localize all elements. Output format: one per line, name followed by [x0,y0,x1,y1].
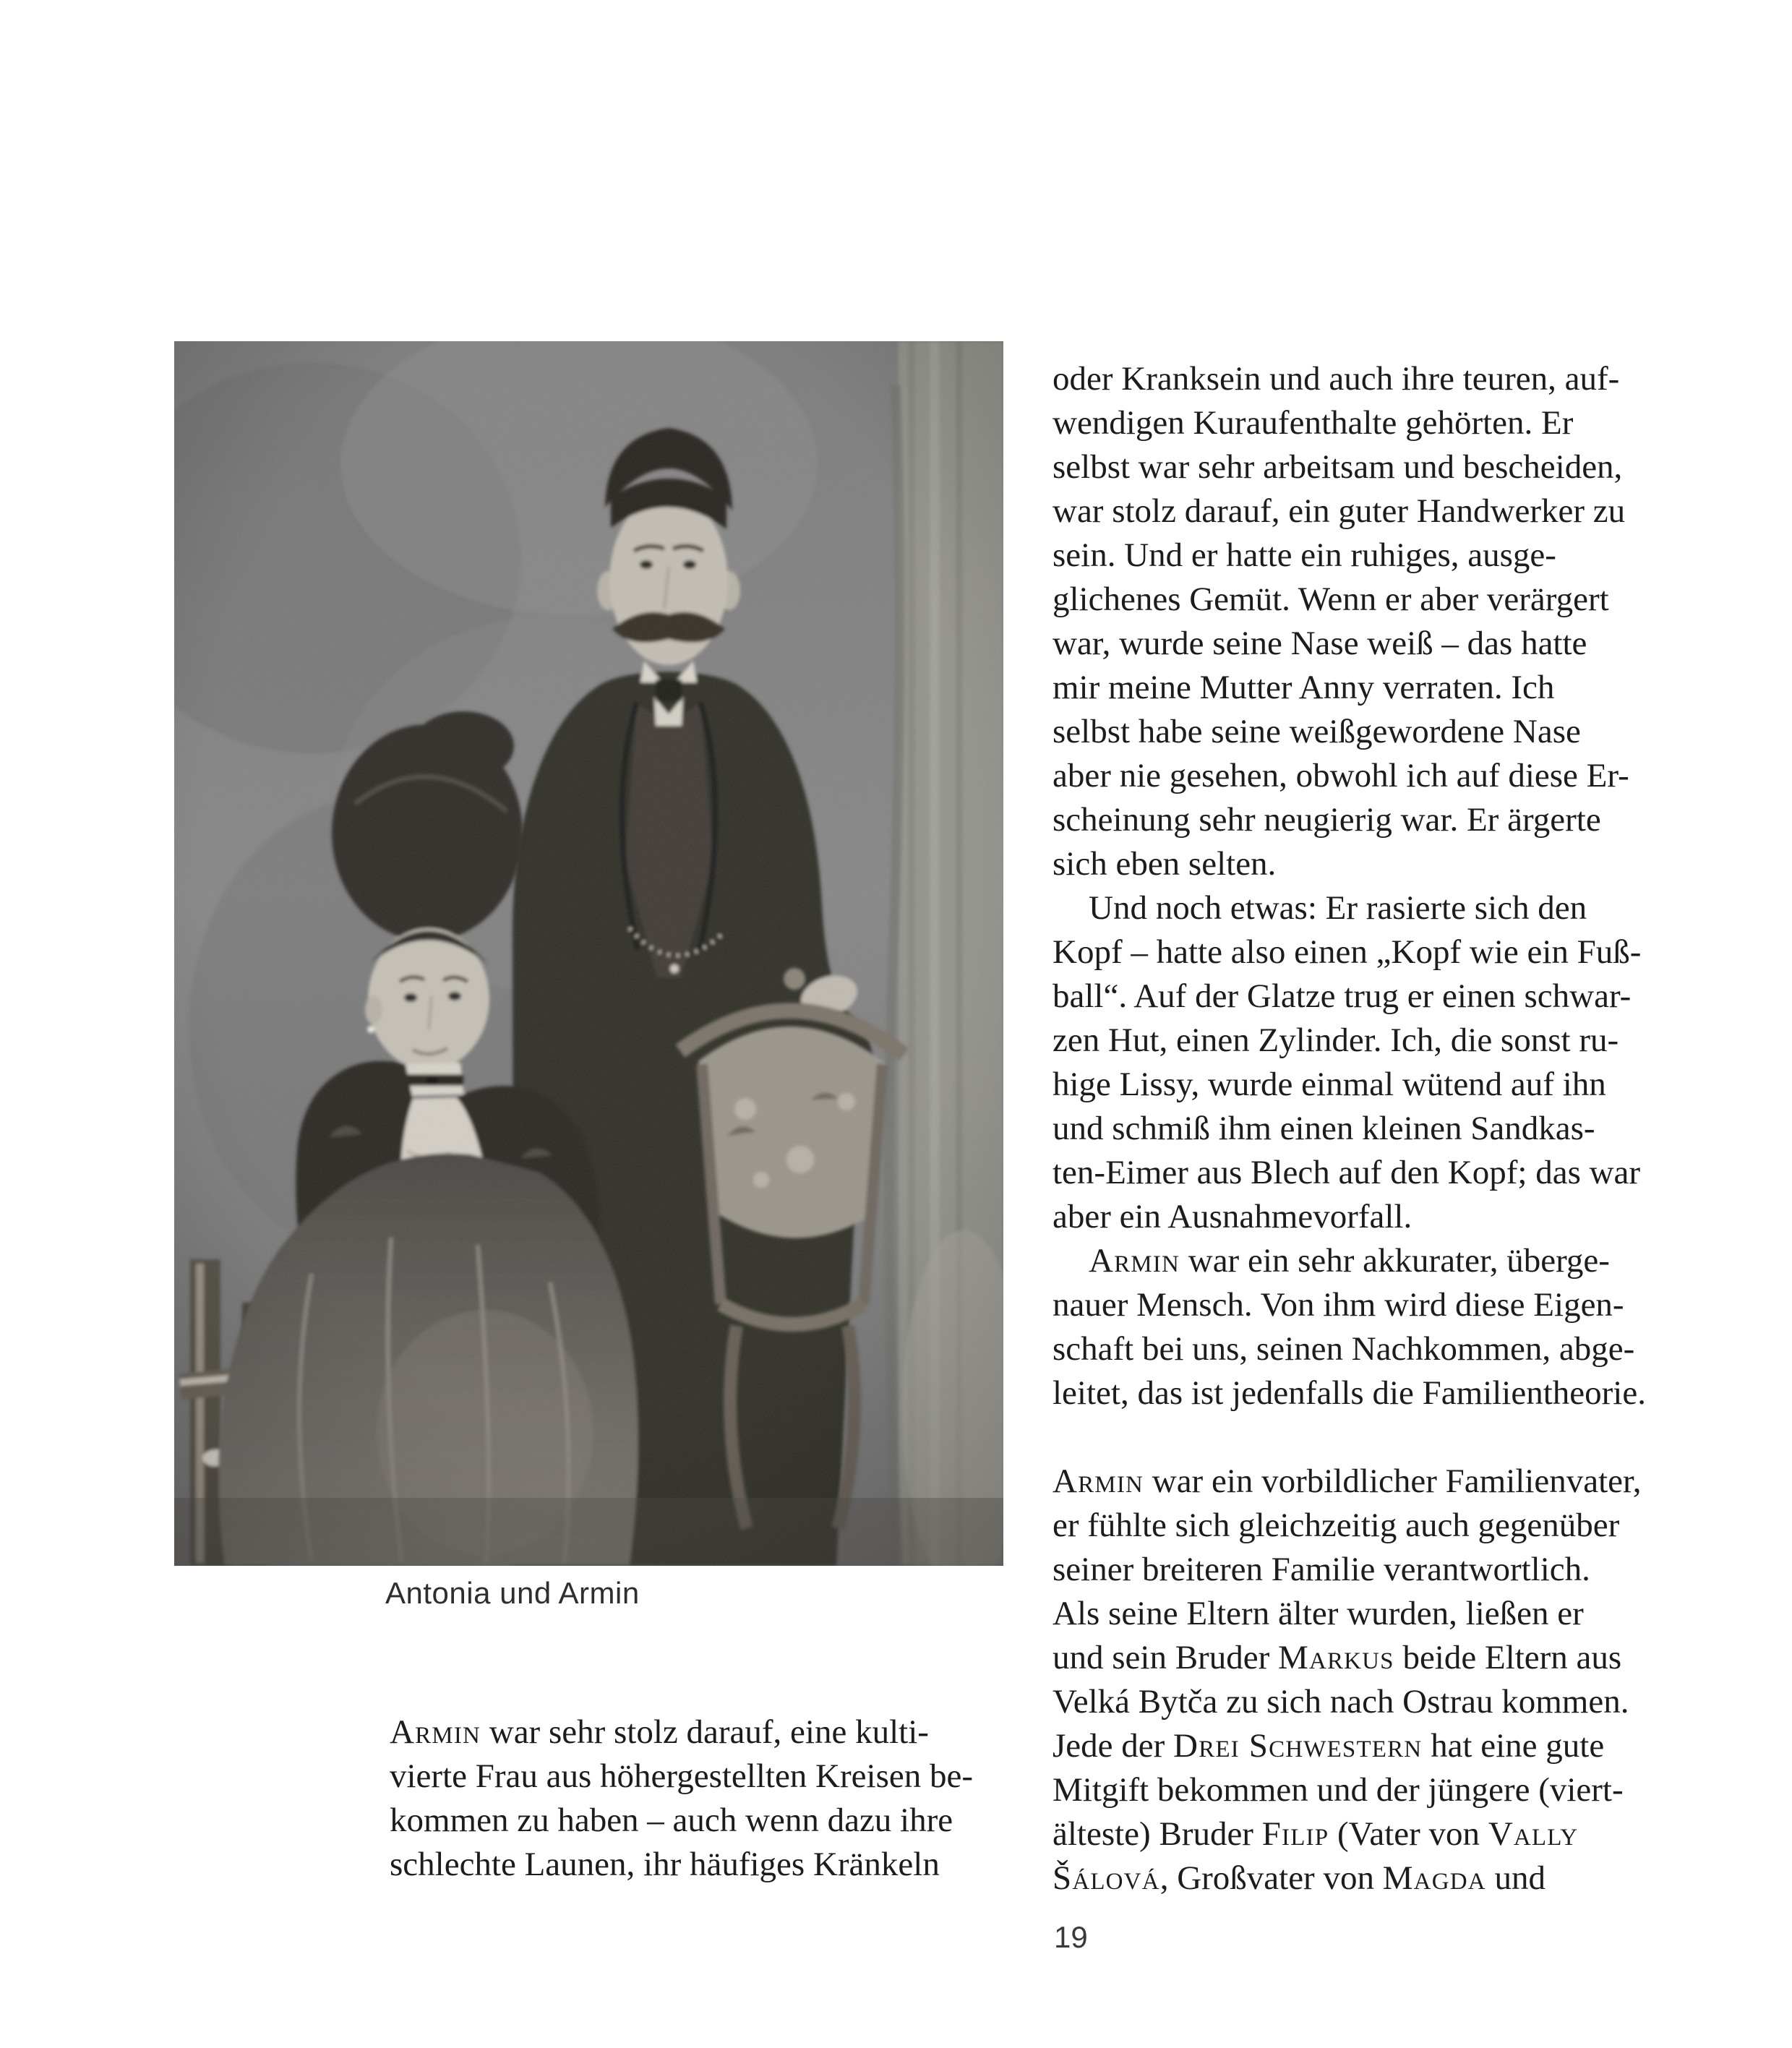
text-segment: war, wurde seine Nase weiß – das hatte [1053,625,1587,662]
text-segment: sich eben selten. [1053,845,1277,883]
text-segment: ball“. Auf der Glatze trug er einen schwar- [1053,977,1632,1015]
text-line [1053,1239,1657,1283]
text-segment: schaft bei uns, seinen Nachkommen, abge- [1053,1330,1635,1368]
small-caps-name: Markus [1277,1639,1394,1676]
text-line [1053,489,1657,534]
text-segment: kommen zu haben – auch wenn dazu ihre [390,1801,953,1839]
text-segment: vierte Frau aus höhergestellten Kreisen be- [390,1757,973,1795]
text-segment: Velká Bytča zu sich nach Ostrau kommen. [1053,1683,1629,1721]
text-segment: er fühlte sich gleichzeitig auch gegenüber [1053,1507,1620,1544]
text-line [1053,578,1657,622]
text-segment: Als seine Eltern älter wurden, ließen er [1053,1595,1584,1632]
page-number: 19 [1054,1920,1088,1954]
text-line [1053,401,1657,445]
text-line [1053,1504,1657,1548]
text-segment: schlechte Launen, ihr häufiges Kränkeln [390,1846,940,1883]
text-line [390,1799,1006,1843]
text-line [1053,798,1657,842]
text-line [1053,1371,1657,1415]
text-segment: leitet, das ist jedenfalls die Familientheorie. [1053,1374,1646,1412]
small-caps-name: Filip [1261,1815,1329,1853]
text-segment: wendigen Kuraufenthalte gehörten. Er [1053,404,1574,442]
text-line [1053,357,1657,401]
left-text-column [390,1710,1006,1887]
text-line [1053,1812,1657,1856]
small-caps-name: Drei Schwestern [1173,1727,1423,1765]
text-line [1053,1107,1657,1151]
text-segment: sein. Und er hatte ein ruhiges, ausge- [1053,536,1556,574]
text-line [1053,1151,1657,1195]
text-segment: zen Hut, einen Zylinder. Ich, die sonst ru- [1053,1021,1619,1059]
photo-caption: Antonia und Armin [385,1576,640,1610]
text-segment: scheinung sehr neugierig war. Er ärgerte [1053,801,1601,839]
text-segment: war ein vorbildlicher Familienvater, [1144,1462,1642,1500]
portrait-photo [174,341,1003,1566]
text-line [1053,1019,1657,1063]
text-line [1053,1327,1657,1371]
text-segment: war sehr stolz darauf, eine kulti- [481,1713,929,1751]
text-line [1053,1283,1657,1327]
text-line [1053,534,1657,578]
text-segment: Jede der [1053,1727,1174,1765]
blank-line [1053,1415,1657,1460]
text-segment: hige Lissy, wurde einmal wütend auf ihn [1053,1066,1606,1103]
text-line [1053,1636,1657,1680]
text-line [1053,1724,1657,1768]
text-segment: selbst war sehr arbeitsam und bescheiden, [1053,448,1623,486]
small-caps-name: Magda [1382,1859,1486,1897]
small-caps-name: Šálová [1053,1859,1160,1897]
text-segment: beide Eltern aus [1394,1639,1622,1676]
small-caps-name: Armin [1053,1462,1144,1500]
text-segment: nauer Mensch. Von ihm wird diese Eigen- [1053,1286,1624,1324]
text-line [1053,1856,1657,1901]
text-segment: Und noch etwas: Er rasierte sich den [1089,889,1587,927]
text-segment: älteste) Bruder [1053,1815,1262,1853]
text-segment: selbst habe seine weißgewordene Nase [1053,713,1581,750]
text-line [1053,842,1657,886]
text-line [390,1754,1006,1799]
text-segment: mir meine Mutter Anny verraten. Ich [1053,669,1555,706]
text-line [1053,974,1657,1019]
text-segment: , Großvater von [1159,1859,1383,1897]
small-caps-name: Armin [1089,1242,1180,1280]
text-line [1053,1548,1657,1592]
text-segment: Mitgift bekommen und der jüngere (viert- [1053,1771,1624,1809]
text-line [1053,754,1657,798]
text-line [390,1710,1006,1754]
portrait-photo-svg [174,341,1003,1566]
text-line [1053,1592,1657,1636]
text-segment: und schmiß ihm einen kleinen Sandkas- [1053,1110,1595,1147]
text-segment: oder Kranksein und auch ihre teuren, auf- [1053,360,1620,398]
text-segment: aber ein Ausnahmevorfall. [1053,1198,1412,1235]
text-line [1053,445,1657,489]
text-segment: hat eine gute [1422,1727,1605,1765]
text-segment: und sein Bruder [1053,1639,1278,1676]
text-segment: und [1486,1859,1546,1897]
text-segment: glichenes Gemüt. Wenn er aber verärgert [1053,580,1609,618]
small-caps-name: Vally [1488,1815,1579,1853]
text-segment: war stolz darauf, ein guter Handwerker zu [1053,492,1626,530]
text-line [1053,1680,1657,1724]
text-line [390,1843,1006,1887]
text-line [1053,710,1657,754]
vignette-overlay [174,341,1003,1566]
text-line [1053,1768,1657,1812]
text-segment: seiner breiteren Familie verantwortlich. [1053,1551,1590,1588]
text-line [1053,1063,1657,1107]
text-line [1053,622,1657,666]
right-text-column [1053,357,1657,1901]
text-segment: aber nie gesehen, obwohl ich auf diese Er- [1053,757,1629,794]
text-line [1053,930,1657,974]
text-segment: ten-Eimer aus Blech auf den Kopf; das war [1053,1154,1641,1191]
text-segment: (Vater von [1329,1815,1488,1853]
text-line [1053,666,1657,710]
text-line [1053,1460,1657,1504]
small-caps-name: Armin [390,1713,481,1751]
text-line [1053,1195,1657,1239]
text-segment: Kopf – hatte also einen „Kopf wie ein Fuß- [1053,933,1642,971]
text-segment: war ein sehr akkurater, überge- [1180,1242,1610,1280]
text-line [1053,886,1657,930]
